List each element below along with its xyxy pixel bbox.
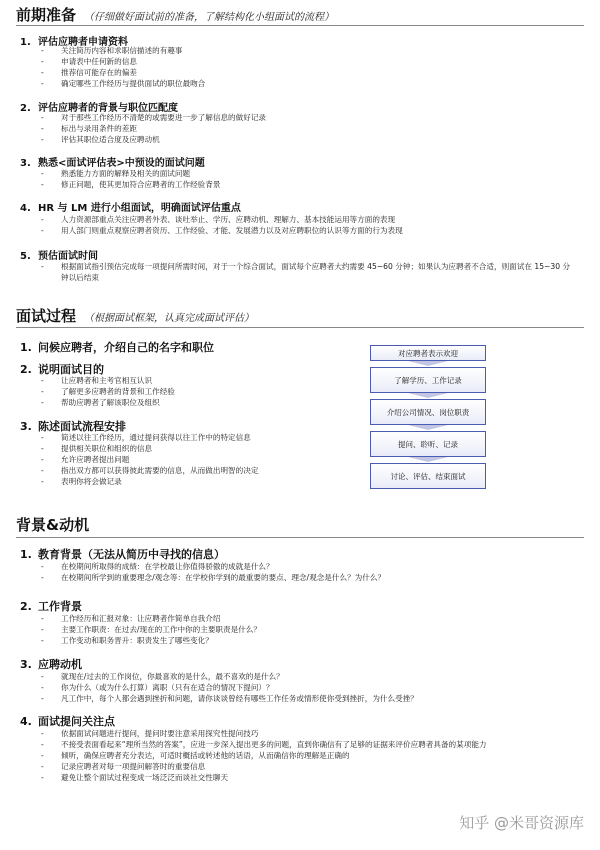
background-item-2: 2. 工作背景 (20, 600, 82, 613)
list-item: - 工作变动和职务晋升：职责发生了哪些变化？ (41, 635, 261, 646)
process-item-2-bullets (41, 375, 175, 408)
prep-item-3: 3. 熟悉<面试评估表>中预设的面试问题 (20, 158, 205, 169)
list-item: - 在校期间所学到的重要理念/观念等：在学校你学到的最重要的要点、理念/观念是什么？为什么？ (41, 572, 385, 583)
prep-item-5: 5. 预估面试时间 (20, 251, 98, 262)
list-item: - 评估其职位适合度及应聘动机 (41, 134, 266, 145)
section-divider (16, 327, 584, 328)
background-item-4-bullets (41, 728, 571, 783)
list-item: - 帮助应聘者了解该职位及组织 (41, 397, 175, 408)
list-item: - 不接受表面看起来“理所当然的答案”，应进一步深入提出更多的问题，直到你确信有了足够的证据来评价应聘者具备的某项能力 (41, 739, 571, 750)
list-item: - 根据面试指引预估完成每一项提问所需时间，对于一个综合面试，面试每个应聘者大约需要 45~60 分钟；如果认为应聘者不合适，则面试在 15~30 分钟以后结束 (41, 261, 571, 283)
background-item-3: 3. 应聘动机 (20, 658, 82, 671)
prep-item-1-bullets (41, 45, 205, 89)
flow-step: 提问、聆听、记录 (370, 431, 486, 457)
prep-item-2-bullets (41, 112, 266, 145)
flow-step: 对应聘者表示欢迎 (370, 345, 486, 361)
list-item: - 用人部门则重点观察应聘者资历、工作经验、才能、发展潜力以及对应聘职位的认识等方面的行为表现 (41, 225, 403, 236)
list-item: - 在校期间所取得的成绩：在学校最让你值得骄傲的成就是什么？ (41, 561, 385, 572)
process-item-1: 1. 问候应聘者，介绍自己的名字和职位 (20, 341, 214, 354)
list-item: - 提供相关职位和组织的信息 (41, 443, 258, 454)
list-item: - 熟悉能力方面的解释及相关的面试问题 (41, 168, 220, 179)
list-item: - 人力资源部重点关注应聘者外表、谈吐举止、学历、应聘动机、理解力、基本技能运用等方面的表现 (41, 214, 403, 225)
section-divider (16, 25, 584, 26)
list-item: - 对于那些工作经历不清楚的或需要进一步了解信息的做好记录 (41, 112, 266, 123)
section-title-process (16, 305, 254, 327)
list-item: - 指出双方都可以获得彼此需要的信息，从而做出明智的决定 (41, 465, 258, 476)
list-item: - 修正问题，使其更加符合应聘者的工作经验背景 (41, 179, 220, 190)
background-item-2-bullets (41, 613, 261, 646)
background-item-4: 4. 面试提问关注点 (20, 715, 115, 728)
prep-item-4: 4. HR 与 LM 进行小组面试，明确面试评估重点 (20, 203, 241, 214)
list-item: - 避免让整个面试过程变成一场泛泛而谈社交性聊天 (41, 772, 571, 783)
list-item: - 就现在/过去的工作岗位，你最喜欢的是什么，最不喜欢的是什么？ (41, 671, 418, 682)
list-item: - 推荐信可能存在的偏差 (41, 67, 205, 78)
prep-item-3-bullets (41, 168, 220, 190)
process-item-3: 3. 陈述面试流程安排 (20, 420, 126, 433)
list-item: - 申请表中任何新的信息 (41, 56, 205, 67)
watermark: 知乎 @米哥资源库 (459, 814, 584, 832)
prep-item-5-bullets (41, 261, 571, 283)
list-item: - 依据面试问题进行提问，提问时要注意采用探究性提问技巧 (41, 728, 571, 739)
prep-item-1: 1. 评估应聘者申请资料 (20, 37, 128, 48)
section-title-background (16, 514, 89, 536)
prep-item-2: 2. 评估应聘者的背景与职位匹配度 (20, 103, 178, 114)
flow-step: 了解学历、工作记录 (370, 367, 486, 393)
process-item-2: 2. 说明面试目的 (20, 363, 104, 376)
list-item: - 确定哪些工作经历与提供面试的职位最吻合 (41, 78, 205, 89)
flow-step: 介绍公司情况、岗位职责 (370, 399, 486, 425)
list-item: - 允许应聘者提出问题 (41, 454, 258, 465)
list-item: - 表明你将会做记录 (41, 476, 258, 487)
flow-step: 讨论、评估、结束面试 (370, 463, 486, 489)
background-item-3-bullets (41, 671, 418, 704)
section-divider (16, 537, 584, 538)
list-item: - 让应聘者和主考官相互认识 (41, 375, 175, 386)
list-item: - 简述以往工作经历，通过提问获得以往工作中的特定信息 (41, 432, 258, 443)
section-title-prep (16, 4, 334, 26)
list-item: - 倾听，确保应聘者充分表达，可适时概括或转述他的话语，从而确信你的理解是正确的 (41, 750, 571, 761)
section-heading: 背景&动机 (16, 516, 90, 534)
interview-flow-diagram (370, 345, 488, 495)
list-item: - 关注简历内容和求职信描述的有趣事 (41, 45, 205, 56)
background-item-1: 1. 教育背景（无法从简历中寻找的信息） (20, 548, 225, 561)
list-item: - 标出与录用条件的差距 (41, 123, 266, 134)
background-item-1-bullets (41, 561, 385, 583)
list-item: - 工作经历和汇报对象：让应聘者作简单自我介绍 (41, 613, 261, 624)
list-item: - 主要工作职责：在过去/现在的工作中你的主要职责是什么？ (41, 624, 261, 635)
list-item: - 记录应聘者对每一项提问解答时的重要信息 (41, 761, 571, 772)
section-heading: 面试过程 (16, 307, 77, 325)
list-item: - 凡工作中，每个人都会遇到挫折和问题，请你谈谈曾经有哪些工作任务或情形使你受到挫折，为什么受挫？ (41, 693, 418, 704)
section-subtitle: （根据面试框架，认真完成面试评估） (84, 313, 255, 324)
list-item: - 你为什么（或为什么打算）离职（只有在适合的情况下提问）？ (41, 682, 418, 693)
section-heading: 前期准备 (16, 6, 77, 24)
section-subtitle: （仔细做好面试前的准备，了解结构化小组面试的流程） (84, 12, 335, 23)
prep-item-4-bullets (41, 214, 403, 236)
process-item-3-bullets (41, 432, 258, 487)
list-item: - 了解更多应聘者的背景和工作经验 (41, 386, 175, 397)
